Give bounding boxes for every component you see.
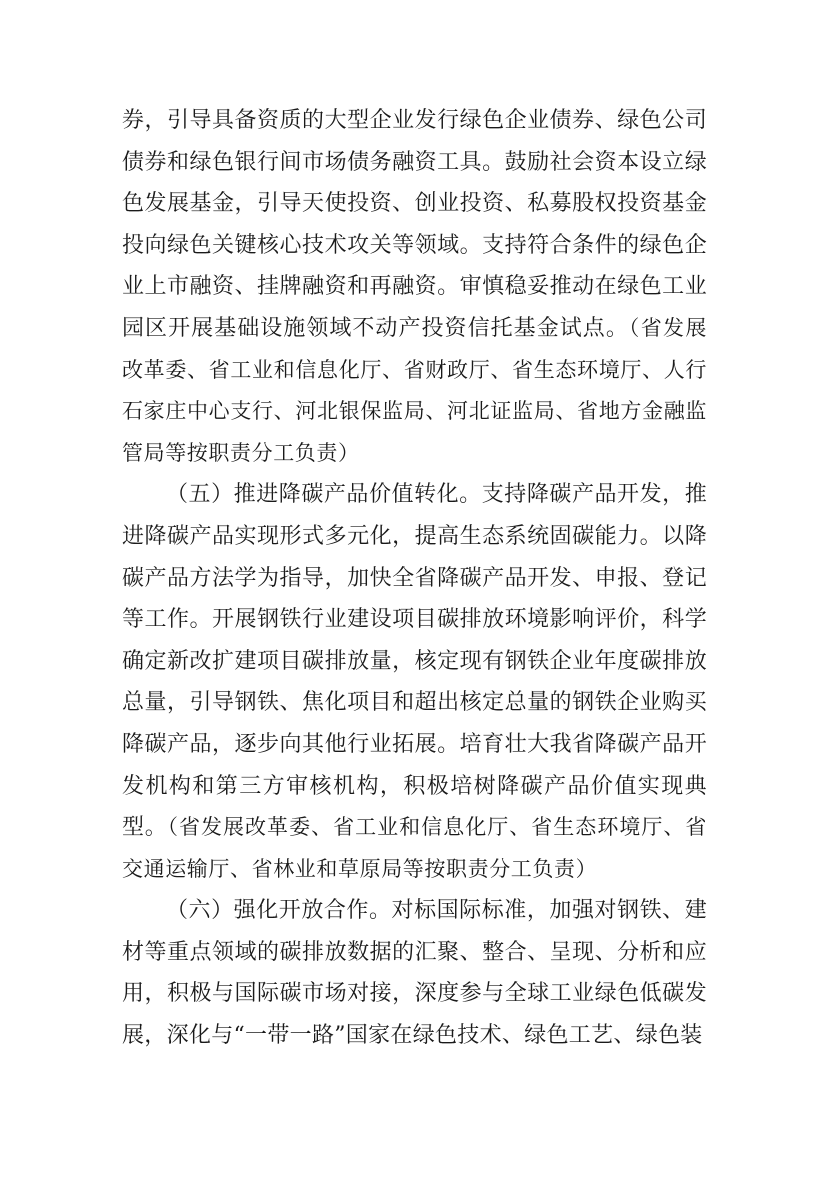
responsibility-attribution: （省发展改革委、省工业和信息化厅、省生态环境厅、省交通运输厅、省林业和草原局等按职责分工负责） bbox=[122, 815, 708, 881]
document-page bbox=[122, 100, 707, 1057]
paragraph-text: 券，引导具备资质的大型企业发行绿色企业债券、绿色公司债券和绿色银行间市场债务融资工具。鼓励社会资本设立绿色发展基金，引导天使投资、创业投资、私募股权投资基金投向绿色关键核心技术攻关等领域。支持符合条件的绿色企业上市融资、挂牌融资和再融资。审慎稳妥推动在绿色工业园区开展基础设施领域不动产投资信托基金试点。 bbox=[122, 108, 707, 341]
paragraph-section-6 bbox=[122, 890, 707, 1056]
paragraph-section-5 bbox=[122, 474, 707, 890]
paragraph-green-finance bbox=[122, 100, 707, 474]
paragraph-text: （五）推进降碳产品价值转化。支持降碳产品开发，推进降碳产品实现形式多元化，提高生态系统固碳能力。以降碳产品方法学为指导，加快全省降碳产品开发、申报、登记等工作。开展钢铁行业建设项目碳排放环境影响评价，科学确定新改扩建项目碳排放量，核定现有钢铁企业年度碳排放总量，引导钢铁、焦化项目和超出核定总量的钢铁企业购买降碳产品，逐步向其他行业拓展。培育壮大我省降碳产品开发机构和第三方审核机构，积极培树降碳产品价值实现典型。 bbox=[122, 482, 707, 841]
responsibility-attribution: （省发展改革委、省工业和信息化厅、省财政厅、省生态环境厅、人行石家庄中心支行、河北银保监局、河北证监局、省地方金融监管局等按职责分工负责） bbox=[122, 315, 707, 465]
paragraph-text: （六）强化开放合作。对标国际标准，加强对钢铁、建材等重点领域的碳排放数据的汇聚、整合、呈现、分析和应用，积极与国际碳市场对接，深度参与全球工业绿色低碳发展，深化与“一带一路”国家在绿色技术、绿色工艺、绿色装 bbox=[122, 898, 707, 1049]
